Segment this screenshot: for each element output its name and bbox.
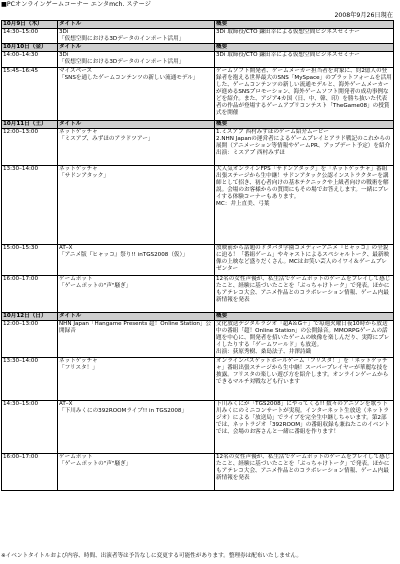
session-title: ゲームポット 「ゲームポットの"声"騒ぎ」 bbox=[58, 453, 215, 490]
footnote: ※イベントタイトルおよび内容、時間、出演者等は予告なしに変更する可能性があります。整理券は配布いたしません。 bbox=[1, 553, 302, 559]
session-time: 13:30–14:00 bbox=[2, 357, 58, 400]
session-time: 13:30–14:00 bbox=[2, 165, 58, 244]
session-time: 12:00–13:00 bbox=[2, 128, 58, 165]
session-time: 16:00–17:00 bbox=[2, 275, 58, 312]
column-summary-header: 概要 bbox=[215, 21, 394, 29]
session-title: ネットゲッチャ 「サドンアタック」 bbox=[58, 165, 215, 244]
session-title: ネットゲッチャ 「フリスタ！」 bbox=[58, 357, 215, 400]
session-summary: オンラインバスケットボールゲーム「フリスタ！」を「ネットゲッチャ」番組出張ステージから生中継！スーパープレイヤーが華麗な技を披露。フリスタの楽しい遊び方を紹介します。オンラインゲームからできるマルチ対戦なども行います bbox=[215, 357, 394, 400]
schedule-row bbox=[2, 128, 394, 165]
day-header-row bbox=[2, 312, 394, 320]
schedule-row bbox=[2, 244, 394, 275]
session-title: AT–X 「下川みくにの392ROOMライブ!! in TGS2008」 bbox=[58, 400, 215, 453]
schedule-row bbox=[2, 165, 394, 244]
column-summary-header: 概要 bbox=[215, 44, 394, 52]
schedule-row bbox=[2, 320, 394, 357]
session-summary: 3Di 取締役/CTO 鎌田幸による仮想空間ビジネスセミナー bbox=[215, 29, 394, 44]
column-summary-header: 概要 bbox=[215, 120, 394, 128]
session-summary: 下川みくにが「TGS2008」にやってくる!! 数々のアニソンを歌う下川みくにのミニコンサートが実現。インターネット生放送（ネットラジオ）による「放送局」でライブを完全生中継しちゃいます。第2部では、ネットラジオ「392ROOM」の番組収録も兼ねたこのイベントでは、会場のお客さんと一緒に番組を作ります！ bbox=[215, 400, 394, 453]
as-of-date: 2008年9月26日現在 bbox=[334, 12, 393, 19]
schedule-row bbox=[2, 453, 394, 490]
day-date: 10月12日（日） bbox=[2, 312, 58, 320]
session-summary: 文化放送デジタルラジオ「超A＆G＋」で毎週火曜日夜10時から放送中の番組「超！Online Station」の公開録音。MMORPGゲームの話題を中心に、開発者を招いたゲームの映像を楽しんだり、実際にプレイしたりする「ゲームワールド」も放送。 出演：荻原秀樹、桑島法子、井澤詩織 bbox=[215, 320, 394, 357]
column-title-header: タイトル bbox=[58, 120, 215, 128]
session-summary: 1.ミスアプ 西村みずほのゲーム紹介ムービー 2.NHN Japanの運営者によるゲームプレイとアラド戦記のこれからの展開（アニメーション等情報やゲームPR、アップデート予定）を紹介 出演：ミスアプ 西村みずほ bbox=[215, 128, 394, 165]
session-summary: 3Di 取締役/CTO 鎌田幸による仮想空間ビジネスセミナー bbox=[215, 52, 394, 67]
session-time: 16:00–17:00 bbox=[2, 453, 58, 490]
column-summary-header: 概要 bbox=[215, 312, 394, 320]
schedule-row bbox=[2, 275, 394, 312]
session-summary: 12名の女性声優が、私生活でゲームポットのゲームをプレイして感じたこと、経験に基づいたことを「ぶっちゃけトーク」で発表。ほかにもアテレコ大会、アニメ作品とのコラボレーション情報、ゲーム内最新情報を発表 bbox=[215, 275, 394, 312]
session-title: AT–X 「アニメ版『ヒャッコ』祭り!! inTGS2008（仮）」 bbox=[58, 244, 215, 275]
day-date: 10月10日（金） bbox=[2, 44, 58, 52]
schedule-table bbox=[1, 20, 394, 491]
session-title: ネットゲッチャ 「ミスアプ、みずほのアラドツアー」 bbox=[58, 128, 215, 165]
schedule-row bbox=[2, 67, 394, 120]
session-time: 14:30–15:00 bbox=[2, 400, 58, 453]
session-title: ゲームポット 「ゲームポットの"声"騒ぎ」 bbox=[58, 275, 215, 312]
session-title: NHN Japan「Hangame Presents 超！Online Station」公開録音 bbox=[58, 320, 215, 357]
session-summary: 大人気オンラインFPS「サドンアタック」を「ネットゲッチャ」番組出張ステージから生中継！サドンアタック公認インストラクターを講師として招き、初心者向けの基本テクニックや上級者向けの戦術を解説。会場のお客様からの質問にもその場でお答えします。一緒にプレイする体験コーナーもあります。 MC：井上直美、弓葉 bbox=[215, 165, 394, 244]
schedule-row bbox=[2, 400, 394, 453]
session-title: 3Di 「仮想空間における3Dデータのインポート活用」 bbox=[58, 29, 215, 44]
schedule-row bbox=[2, 357, 394, 400]
session-title: マイスペース 「SNSを通したゲームコンテンツの新しい流通モデル」 bbox=[58, 67, 215, 120]
day-header-row bbox=[2, 120, 394, 128]
schedule-row bbox=[2, 29, 394, 44]
column-title-header: タイトル bbox=[58, 21, 215, 29]
day-header-row bbox=[2, 44, 394, 52]
day-date: 10月9日（木） bbox=[2, 21, 58, 29]
session-title: 3Di 「仮想空間における3Dデータのインポート活用」 bbox=[58, 52, 215, 67]
day-header-row bbox=[2, 21, 394, 29]
day-date: 10月11日（土） bbox=[2, 120, 58, 128]
session-summary: 放映前から話題のドタバタ学園コメディーアニメ『ヒャッコ』の全貌に迫る！「番組ゲーム」やキャストによるスペシャルトーク、最新映像の上映など盛りだくさん。MCはお笑い芸人のイワイ＆ゲームプレゼンター bbox=[215, 244, 394, 275]
column-title-header: タイトル bbox=[58, 312, 215, 320]
schedule-row bbox=[2, 52, 394, 67]
session-summary: ゲームソフト開発者、ゲームメーカー担当者を対象に、約2億人の登録者を抱える世界最大のSNS「MySpace」のプラットフォームを活用した、ゲームコンテンツの新しい流通モデルと、海外ゲームメーカーが進めるSNSプロモーション、海外ゲームソフト開発者の成功事例などを紹介。また、アジア4カ国（日、中、韓、印）を勝ち抜いた代表者の作品が登場するゲームアプリコンテスト「TheGame08」の授賞式を開催 bbox=[215, 67, 394, 120]
session-time: 14:00–14:30 bbox=[2, 52, 58, 67]
session-time: 14:30–15:00 bbox=[2, 29, 58, 44]
session-time: 12:00–13:00 bbox=[2, 320, 58, 357]
session-time: 15:00–15:30 bbox=[2, 244, 58, 275]
session-time: 15:45–16:45 bbox=[2, 67, 58, 120]
session-summary: 12名の女性声優が、私生活でゲームポットのゲームをプレイして感じたこと、経験に基づいたことを「ぶっちゃけトーク」で発表。ほかにもアテレコ大会、アニメ作品とのコラボレーション情報、ゲーム内最新情報を発表 bbox=[215, 453, 394, 490]
page-title: ■PCオンラインゲームコーナー エンタmch. ステージ bbox=[1, 1, 151, 8]
column-title-header: タイトル bbox=[58, 44, 215, 52]
